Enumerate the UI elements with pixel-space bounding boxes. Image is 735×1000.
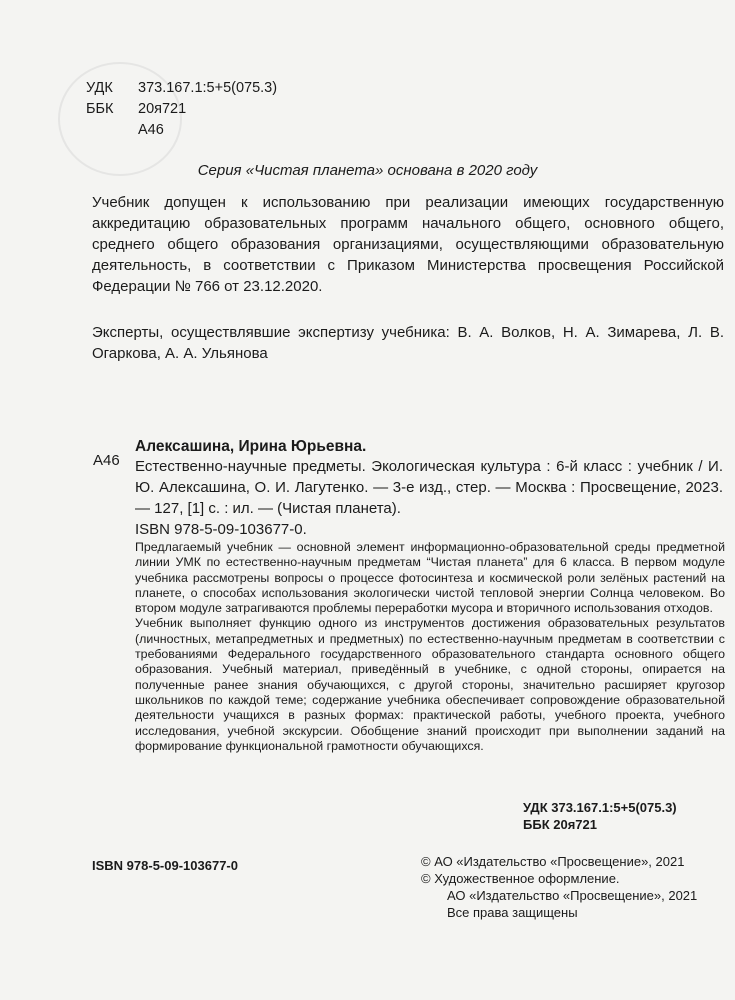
bibliographic-record xyxy=(135,456,723,540)
annotation xyxy=(135,540,725,754)
copyright-block xyxy=(421,853,697,921)
experts-paragraph: Эксперты, осуществлявшие экспертизу учебника: В. А. Волков, Н. А. Зимарева, Л. В. Огаркова, А. А. Ульянова xyxy=(92,324,724,362)
author-heading: Алексашина, Ирина Юрьевна. xyxy=(135,438,367,455)
copyright-line: © АО «Издательство «Просвещение», 2021 xyxy=(421,854,685,869)
bbk-label: ББК xyxy=(86,101,114,117)
udk-bottom: УДК 373.167.1:5+5(075.3) xyxy=(523,800,677,815)
isbn-bottom: ISBN 978-5-09-103677-0 xyxy=(92,858,238,873)
udk-block-top xyxy=(86,78,277,141)
approval-paragraph: Учебник допущен к использованию при реализации имеющих государственную аккредитацию образовательных программ начального общего, основного общего, среднего общего образования организациями, осуществляющими образовательную деятельность, в соответствии с Приказом Министерства просвещения Российской Федерации № 766 от 23.12.2020. xyxy=(92,194,724,295)
show-through-text xyxy=(180,360,199,431)
bbk-bottom: ББК 20я721 xyxy=(523,817,597,832)
udk-value: 373.167.1:5+5(075.3) xyxy=(138,80,278,96)
bibliographic-text: Естественно-научные предметы. Экологическая культура : 6-й класс : учебник / И. Ю. Алексашина, О. И. Лагутенко. — 3-е изд., стер. — Москва : Просвещение, 2023. — 127, [1] с. : ил. — (Чистая планета). xyxy=(135,458,723,517)
udk-label: УДК xyxy=(86,80,113,96)
annotation-paragraph: Учебник выполняет функцию одного из инструментов достижения образовательных результатов (личностных, метапредметных и предметных) по естественно-научным предметам в соответствии с требованиями Федерального государственного образовательного стандарта основного общего образования. Учебный материал, приведённый в учебнике, с одной стороны, опирается на полученные ранее знания обучающихся, с другой стороны, значительно расширяет кругозор школьников по каждой теме; содержание учебника обеспечивает сопровождение образовательной деятельности учащихся в разных формах: практической работы, учебного проекта, учебного исследования, учебной экскурсии. Обобщение знаний происходит при выполнении заданий на формирование функциональной грамотности обучающихся. xyxy=(135,616,725,753)
author-index-top: А46 xyxy=(138,122,164,138)
bbk-value: 20я721 xyxy=(138,101,187,117)
rights-reserved: Все права защищены xyxy=(447,905,578,920)
copyright-line: АО «Издательство «Просвещение», 2021 xyxy=(447,888,698,903)
isbn-line: ISBN 978-5-09-103677-0. xyxy=(135,521,307,538)
udk-block-bottom xyxy=(523,799,677,833)
annotation-paragraph: Предлагаемый учебник — основной элемент информационно-образовательной среды предметной линии УМК по естественно-научным предметам “Чистая планета” для 6 класса. В первом модуле учебника рассмотрены вопросы о процессе фотосинтеза и космической роли зелёных растений на планете, о способах использования экологически чистой тепловой энергии Солнца человеком. Во втором модуле затрагиваются проблемы переработки мусора и вторичного использования отходов. xyxy=(135,540,725,616)
series-line: Серия «Чистая планета» основана в 2020 году xyxy=(197,162,538,179)
copyright-line: © Художественное оформление. xyxy=(421,871,620,886)
index-code: А46 xyxy=(93,452,120,469)
